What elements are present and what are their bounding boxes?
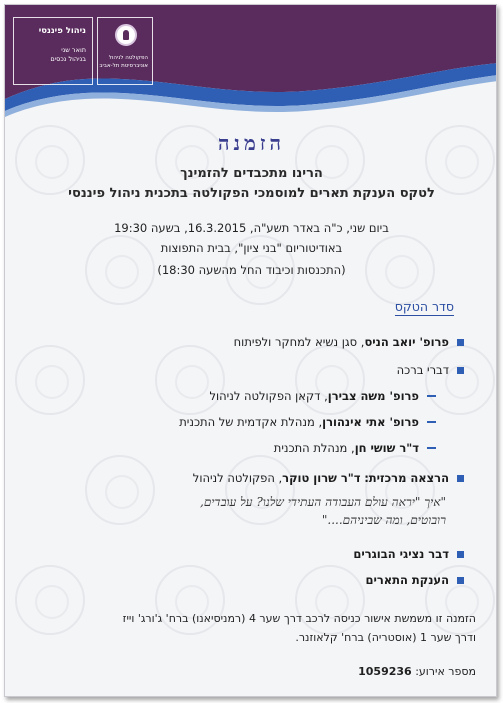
speaker-name: פרופ' יואב הניס	[364, 335, 449, 349]
speaker-role: , מנהלת התכנית	[273, 441, 355, 455]
agenda-item-label: הענקת התארים	[365, 573, 449, 587]
event-gathering-note: (התכנסות וכיבוד החל מהשעה 18:30)	[157, 263, 346, 277]
invitation-card	[4, 4, 497, 697]
agenda-subitem	[179, 415, 436, 429]
keynote-title-line-2: רובוטים, ומה שביניהם...."	[321, 513, 446, 527]
event-location: באודיטוריום "בני ציון", בבית התפוצות	[160, 241, 343, 255]
keynote-label: הרצאה מרכזית:	[364, 471, 449, 485]
program-logo-line1: תואר שני	[61, 46, 86, 54]
keynote-title-line-1: "איך "יראה עולם העבודה העתידי שלנו? על עובדים,	[200, 495, 446, 509]
event-number-value: 1059236	[358, 665, 412, 678]
speaker-name: ד"ר שרון טוקר	[282, 471, 361, 485]
agenda-item-label: דברי ברכה	[396, 363, 449, 377]
intro-line-2: לטקס הענקת תארים למוסמכי הפקולטה בתכנית ניהול פיננסי	[68, 186, 435, 201]
speaker-role: , דקאן הפקולטה לניהול	[209, 389, 328, 403]
agenda-title: סדר הטקס	[394, 299, 454, 314]
program-logo-line2: בניהול נכסים	[50, 55, 86, 63]
dash-bullet-icon	[427, 421, 436, 423]
event-number-label: מספר אירוע:	[415, 665, 476, 678]
speaker-name: פרופ' אתי אינהורן	[322, 415, 419, 429]
event-number	[358, 665, 476, 678]
dash-bullet-icon	[427, 395, 436, 397]
agenda-item	[193, 471, 464, 485]
square-bullet-icon	[457, 577, 464, 584]
agenda-item-label: דבר נציגי הבוגרים	[353, 547, 449, 561]
invitation-title: הזמנה	[218, 131, 285, 155]
speaker-name: ד"ר שושי חן	[354, 441, 419, 455]
agenda-item	[234, 335, 464, 349]
dash-bullet-icon	[427, 447, 436, 449]
speaker-name: פרופ' משה צבירן	[327, 389, 419, 403]
event-date-time: ביום שני, כ"ה באדר תשע"ה, 16.3.2015, בשעה 19:30	[114, 221, 389, 235]
faculty-logo-line1: הפקולטה לניהול	[108, 55, 148, 61]
square-bullet-icon	[457, 551, 464, 558]
agenda-item	[353, 547, 464, 561]
speaker-role: , מנהלת אקדמית של התכנית	[179, 415, 323, 429]
square-bullet-icon	[457, 339, 464, 346]
agenda-item	[365, 573, 464, 587]
agenda-subitem	[274, 441, 436, 455]
parking-note-line-1: הזמנה זו משמשת אישור כניסה לרכב דרך שער 4 (רמניסיאנו) ברח' ג'ורג' וייז	[122, 612, 476, 625]
intro-line-1: הרינו מתכבדים להזמינך	[180, 166, 323, 181]
agenda-item	[397, 363, 464, 377]
program-logo-title: ניהול פיננסי	[38, 26, 86, 36]
parking-note	[26, 609, 476, 647]
speaker-role: , סגן נשיא למחקר ולפיתוח	[233, 335, 365, 349]
invitation-content	[5, 5, 497, 697]
parking-note-line-2: ודרך שער 1 (אוסטריה) ברח' קלאוזנר.	[295, 631, 476, 644]
square-bullet-icon	[457, 475, 464, 482]
faculty-logo-line2: אוניברסיטת תל-אביב	[99, 63, 148, 69]
agenda-subitem	[209, 389, 436, 403]
speaker-role: , הפקולטה לניהול	[192, 471, 283, 485]
square-bullet-icon	[457, 367, 464, 374]
